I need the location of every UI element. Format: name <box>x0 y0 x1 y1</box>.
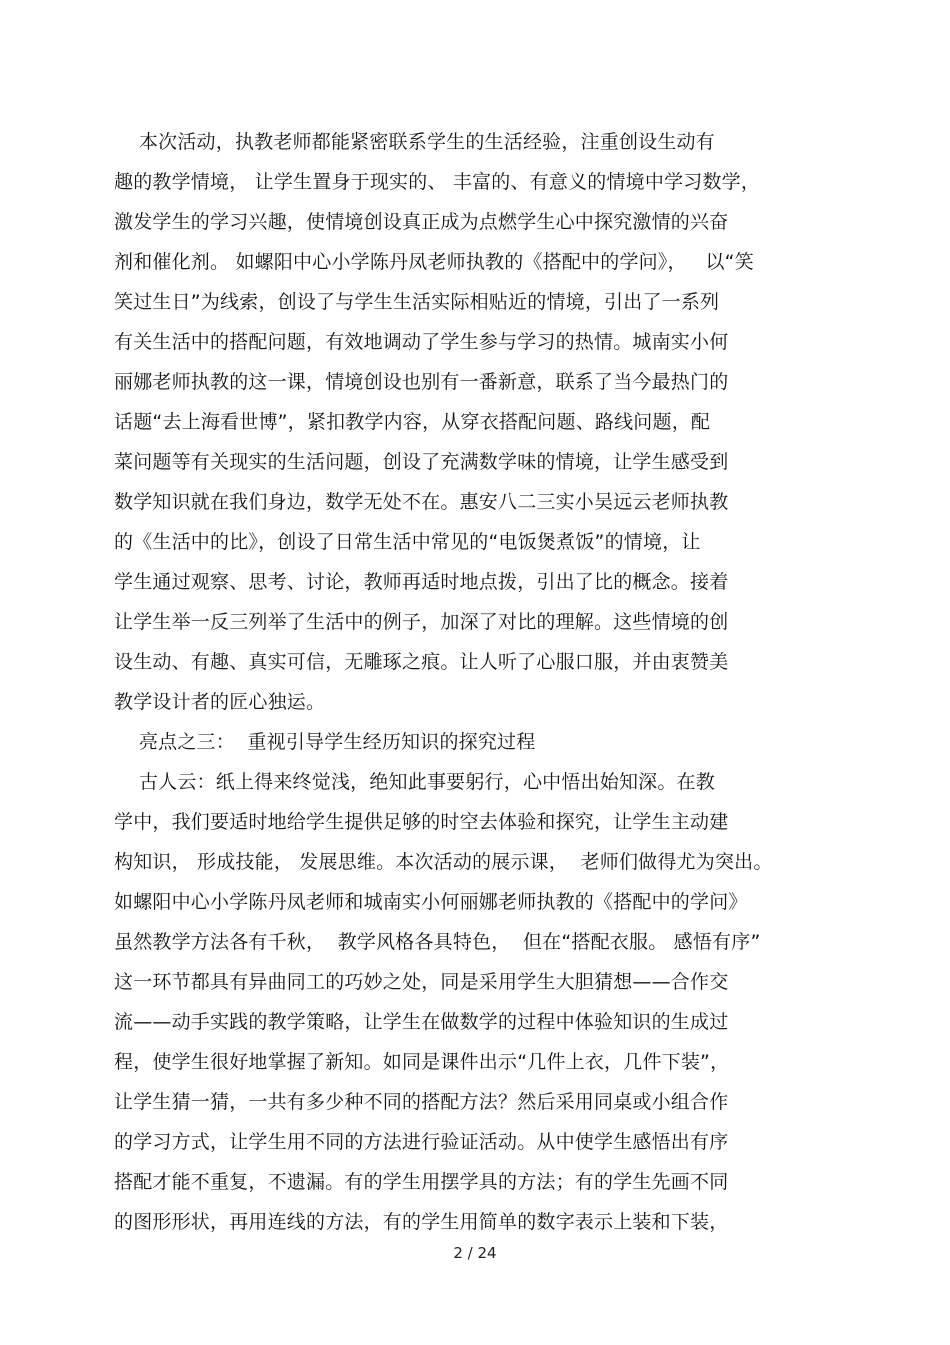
text-line: 笑过生日”为线索，创设了与学生生活实际相贴近的情境，引出了一系列 <box>114 291 720 313</box>
text-line: 如螺阳中心小学陈丹凤老师和城南实小何丽娜老师执教的《搭配中的学问》 <box>114 891 748 913</box>
section-heading: 亮点之三： 重视引导学生经历知识的探究过程 <box>114 731 536 753</box>
text-line: 构知识， 形成技能， 发展思维。本次活动的展示课， 老师们做得尤为突出。 <box>114 851 773 873</box>
text-line: 搭配才能不重复，不遗漏。有的学生用摆学具的方法；有的学生先画不同 <box>114 1171 729 1193</box>
text-line: 设生动、有趣、真实可信，无雕琢之痕。让人听了心服口服，并由衷赞美 <box>114 651 729 673</box>
text-line: 虽然教学方法各有千秋， 教学风格各具特色， 但在“搭配衣服。 感悟有序” <box>114 931 761 953</box>
text-line: 教学设计者的匠心独运。 <box>114 691 326 713</box>
body-text <box>114 122 854 1242</box>
text-line: 话题“去上海看世博”，紧扣教学内容，从穿衣搭配问题、路线问题，配 <box>114 411 711 433</box>
text-line: 激发学生的学习兴趣，使情境创设真正成为点燃学生心中探究激情的兴奋 <box>114 211 729 233</box>
text-line: 菜问题等有关现实的生活问题，创设了充满数学味的情境，让学生感受到 <box>114 451 729 473</box>
text-line: 剂和催化剂。 如螺阳中心小学陈丹凤老师执教的《搭配中的学问》， 以“笑 <box>114 251 754 273</box>
text-line: 这一环节都具有异曲同工的巧妙之处，同是采用学生大胆猜想——合作交 <box>114 971 729 993</box>
text-line: 的《生活中的比》，创设了日常生活中常见的“电饭煲煮饭”的情境，让 <box>114 531 701 553</box>
text-line: 学生通过观察、思考、讨论，教师再适时地点拨，引出了比的概念。接着 <box>114 571 729 593</box>
text-line: 让学生举一反三列举了生活中的例子，加深了对比的理解。这些情境的创 <box>114 611 729 633</box>
text-line: 古人云：纸上得来终觉浅，绝知此事要躬行，心中悟出始知深。在教 <box>114 771 715 793</box>
text-line: 本次活动，执教老师都能紧密联系学生的生活经验，注重创设生动有 <box>114 131 715 153</box>
text-line: 丽娜老师执教的这一课，情境创设也别有一番新意，联系了当今最热门的 <box>114 371 729 393</box>
text-line: 程，使学生很好地掌握了新知。如同是课件出示“几件上衣，几件下装”， <box>114 1051 730 1073</box>
text-line: 的学习方式，让学生用不同的方法进行验证活动。从中使学生感悟出有序 <box>114 1131 729 1153</box>
text-line: 让学生猜一猜，一共有多少种不同的搭配方法？然后采用同桌或小组合作 <box>114 1091 729 1113</box>
text-line: 有关生活中的搭配问题，有效地调动了学生参与学习的热情。城南实小何 <box>114 331 729 353</box>
text-line: 趣的教学情境， 让学生置身于现实的、 丰富的、有意义的情境中学习数学， <box>114 171 761 193</box>
text-line: 的图形形状，再用连线的方法，有的学生用简单的数字表示上装和下装， <box>114 1211 729 1233</box>
text-line: 流——动手实践的教学策略，让学生在做数学的过程中体验知识的生成过 <box>114 1011 729 1033</box>
page-number: 2 / 24 <box>453 1244 497 1262</box>
text-line: 数学知识就在我们身边，数学无处不在。惠安八二三实小吴远云老师执教 <box>114 491 729 513</box>
text-line: 学中，我们要适时地给学生提供足够的时空去体验和探究，让学生主动建 <box>114 811 729 833</box>
